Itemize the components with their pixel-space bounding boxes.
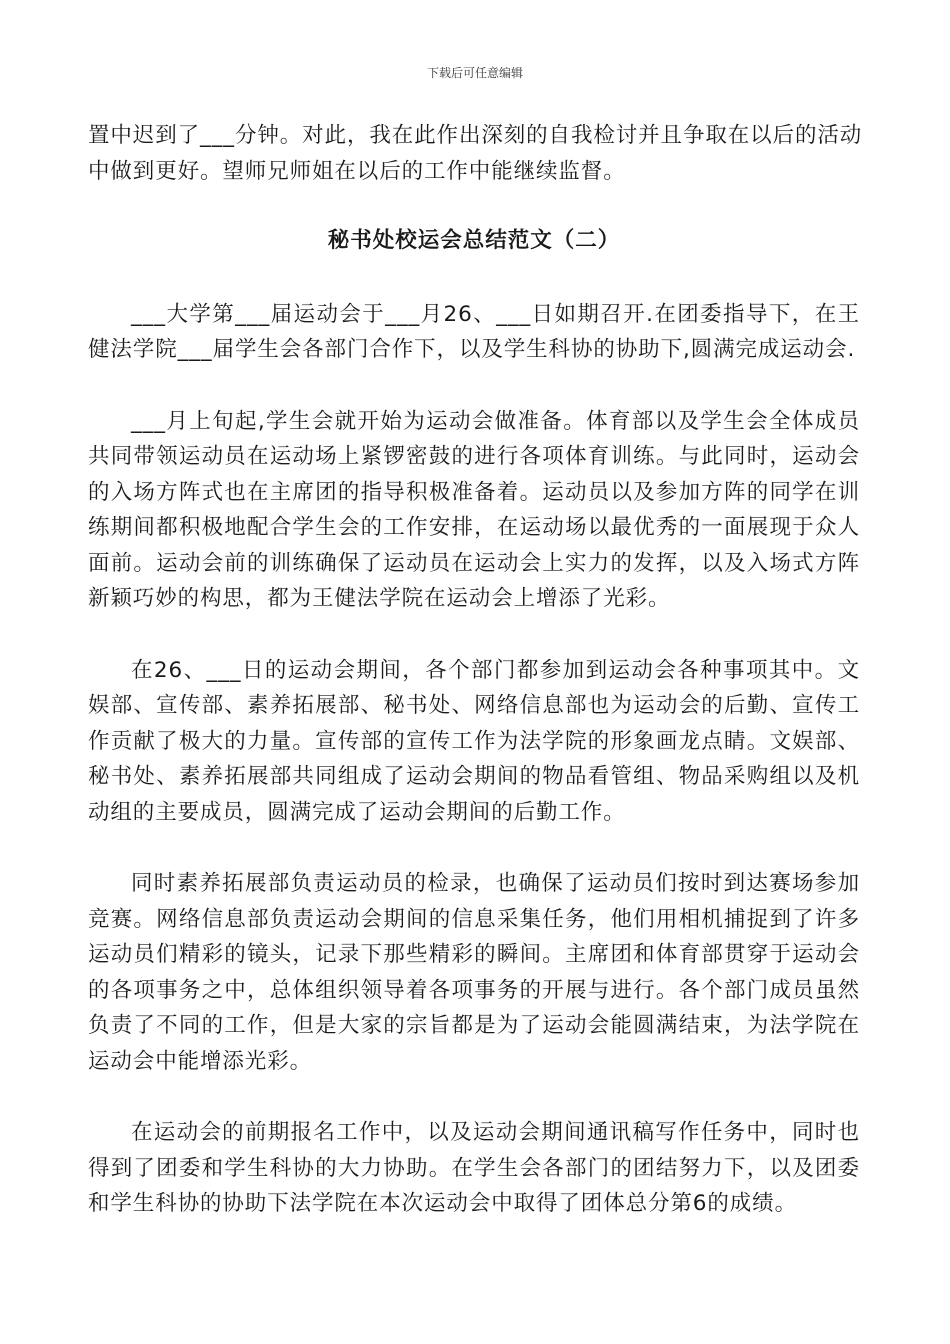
text-line: 同时素养拓展部负责运动员的检录，也确保了运动员们按时到达赛场参加 — [131, 871, 860, 896]
paragraph-1 — [88, 297, 860, 368]
text-line: 健法学院___届学生会各部门合作下，以及学生科协的协助下,圆满完成运动会. — [88, 337, 856, 362]
paragraph-2 — [88, 404, 860, 617]
text-line: 竞赛。网络信息部负责运动会期间的信息采集任务，他们用相机捕捉到了许多 — [88, 906, 860, 932]
text-line: 在运动会的前期报名工作中，以及运动会期间通讯稿写作任务中，同时也 — [131, 1120, 860, 1145]
intro-paragraph — [88, 118, 863, 189]
text-line: 的各项事务之中，总体组织领导着各项事务的开展与进行。各个部门成员虽然 — [88, 977, 860, 1003]
text-line: 共同带领运动员在运动场上紧锣密鼓的进行各项体育训练。与此同时，运动会 — [88, 444, 860, 469]
text-line: 秘书处、素养拓展部共同组成了运动会期间的物品看管组、物品采购组以及机 — [88, 764, 860, 789]
text-line: ___月上旬起,学生会就开始为运动会做准备。体育部以及学生会全体成员 — [131, 408, 860, 434]
paragraph-3 — [88, 653, 860, 831]
section-title: 秘书处校运会总结范文（二） — [327, 228, 621, 253]
text-line: 得到了团委和学生科协的大力协助。在学生会各部门的团结努力下，以及团委 — [88, 1155, 860, 1181]
text-line: 和学生科协的协助下法学院在本次运动会中取得了团体总分第6的成绩。 — [88, 1191, 797, 1216]
text-line: 新颖巧妙的构思，都为王健法学院在运动会上增添了光彩。 — [88, 586, 671, 611]
text-line: 的入场方阵式也在主席团的指导积极准备着。运动员以及参加方阵的同学在训 — [88, 479, 860, 505]
text-line: 运动员们精彩的镜头，记录下那些精彩的瞬间。主席团和体育部贯穿于运动会 — [88, 942, 860, 967]
text-line: 中做到更好。望师兄师姐在以后的工作中能继续监督。 — [88, 158, 626, 184]
text-line: 在26、___日的运动会期间，各个部门都参加到运动会各种事项其中。文 — [131, 657, 860, 683]
text-line: ___大学第___届运动会于___月26、___日如期召开.在团委指导下，在王 — [131, 301, 860, 327]
text-line: 置中迟到了___分钟。对此，我在此作出深刻的自我检讨并且争取在以后的活动 — [88, 123, 863, 148]
text-line: 运动会中能增添光彩。 — [88, 1048, 313, 1074]
document-body — [88, 118, 863, 1222]
page-header-note: 下载后可任意编辑 — [426, 66, 523, 80]
text-line: 作贡献了极大的力量。宣传部的宣传工作为法学院的形象画龙点睛。文娱部、 — [88, 728, 860, 754]
text-line: 负责了不同的工作，但是大家的宗旨都是为了运动会能圆满结束，为法学院在 — [88, 1013, 860, 1038]
text-line: 娱部、宣传部、素养拓展部、秘书处、网络信息部也为运动会的后勤、宣传工 — [88, 693, 860, 718]
text-line: 动组的主要成员，圆满完成了运动会期间的后勤工作。 — [88, 799, 626, 825]
paragraph-5 — [88, 1115, 860, 1222]
paragraph-4 — [88, 866, 860, 1079]
text-line: 练期间都积极地配合学生会的工作安排，在运动场以最优秀的一面展现于众人 — [88, 515, 860, 540]
text-line: 面前。运动会前的训练确保了运动员在运动会上实力的发挥，以及入场式方阵 — [88, 550, 860, 576]
